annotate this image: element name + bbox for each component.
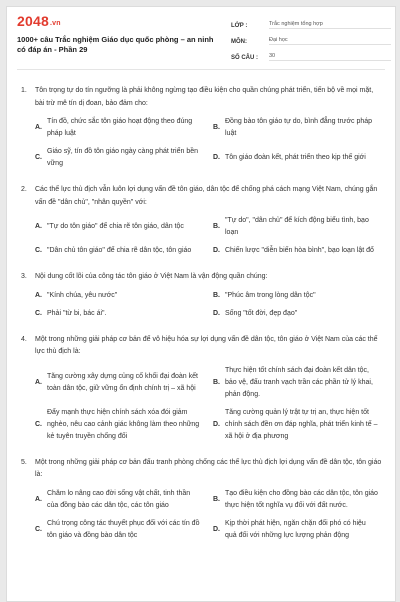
site-logo[interactable]: 2048.vn <box>17 13 61 29</box>
meta-row-class <box>231 15 391 29</box>
answer-options <box>21 215 383 257</box>
question-number: 3. <box>21 273 27 280</box>
question-number: 1. <box>21 87 27 94</box>
answer-option-b[interactable]: B. "Tự do", "dân chủ" để kích động biểu tình, bạo loạn <box>213 217 369 236</box>
answer-option-d[interactable]: D. Tôn giáo đoàn kết, phát triển theo kịp thế giới <box>213 154 366 161</box>
answer-option-c[interactable]: C. Đẩy mạnh thực hiện chính sách xóa đói giảm nghèo, nêu cao cảnh giác không làm theo những kẻ tuyên truyền chống đối <box>35 408 200 440</box>
question-3 <box>21 271 383 320</box>
page-title: 1000+ câu Trắc nghiệm Giáo dục quốc phòng – an ninh có đáp án - Phần 29 <box>17 35 214 54</box>
meta-row-count <box>231 47 391 61</box>
question-number: 5. <box>21 458 27 466</box>
meta-row-subject <box>231 31 391 45</box>
question-4 <box>21 334 383 443</box>
answer-option-c[interactable]: C. Giáo sỹ, tín đồ tôn giáo ngày càng phát triển bền vững <box>35 148 198 167</box>
question-1 <box>21 85 383 170</box>
answer-option-c[interactable]: C. Chú trọng công tác thuyết phục đối với các tín đồ tôn giáo và đồng bào dân tộc <box>35 519 200 539</box>
answer-option-a[interactable]: A. Chăm lo nâng cao đời sống vật chất, tinh thần của đồng bào các dân tộc, các tôn giáo <box>35 489 191 509</box>
answer-option-d[interactable]: D. Sống "tốt đời, đẹp đạo" <box>213 309 298 317</box>
question-5 <box>21 457 383 542</box>
meta-label: LỚP : <box>231 23 248 29</box>
answer-option-b[interactable]: B. Tạo điều kiện cho đồng bào các dân tộc, tôn giáo thực hiện tốt nghĩa vụ đối với đất nước. <box>213 489 378 509</box>
answer-options <box>21 365 383 443</box>
meta-value: 30 <box>269 53 391 61</box>
answer-option-c[interactable]: C. Phải "từ bi, bác ái". <box>35 309 107 317</box>
answer-option-a[interactable]: A. Tín đồ, chức sắc tôn giáo hoạt động theo đúng pháp luật <box>35 118 193 137</box>
answer-option-b[interactable]: B. Thực hiện tốt chính sách đại đoàn kết dân tộc, bảo vệ, đấu tranh vạch trần các phần tử lý khai, phản động. <box>213 366 373 398</box>
answer-options <box>21 116 383 170</box>
answer-option-c[interactable]: C. "Dân chủ tôn giáo" để chia rẽ dân tộc, tôn giáo <box>35 247 192 254</box>
question-text: Một trong những giải pháp cơ bản để vô hiệu hóa sự lợi dụng vấn đề dân tộc, tôn giáo ở Việt Nam của các thế lực thù địch là: <box>35 335 378 355</box>
question-list <box>21 85 383 556</box>
header-divider <box>17 69 385 70</box>
answer-option-a[interactable]: A. Tăng cường xây dựng củng cố khối đại đoàn kết toàn dân tộc, giữ vững ổn định chính trị – xã hội <box>35 372 198 392</box>
meta-value: Trắc nghiệm tổng hợp <box>269 21 391 29</box>
meta-label: MÔN: <box>231 39 247 45</box>
answer-option-b[interactable]: B. "Phúc âm trong lòng dân tộc" <box>213 291 316 299</box>
answer-option-b[interactable]: B. Đồng bào tôn giáo tự do, bình đẳng trước pháp luật <box>213 118 373 137</box>
meta-value: Đại học <box>269 37 391 45</box>
question-text: Nội dung cốt lõi của công tác tôn giáo ở Việt Nam là vận động quần chúng: <box>35 273 268 280</box>
answer-option-d[interactable]: D. Tăng cường quản lý trật tự trị an, thực hiện tốt chính sách đền ơn đáp nghĩa, phát triển kinh tế – xã hội ở địa phương <box>213 408 378 440</box>
question-text: Tôn trọng tự do tín ngưỡng là phải không ngừng tạo điều kiện cho quần chúng phát triển, tiến bộ về mọi mặt, bài trừ mê tín dị đoan, bảo đảm cho: <box>35 87 374 107</box>
answer-option-a[interactable]: A. "Kính chúa, yêu nước" <box>35 291 118 299</box>
answer-option-d[interactable]: D. Kịp thời phát hiện, ngăn chặn đối phó có hiệu quả đối với những lực lượng phản động <box>213 519 366 539</box>
question-number: 2. <box>21 186 27 193</box>
meta-panel <box>231 15 391 63</box>
meta-label: SỐ CÂU : <box>231 55 258 61</box>
worksheet-header <box>7 7 395 67</box>
answer-options <box>21 290 383 320</box>
question-number: 4. <box>21 335 27 343</box>
question-text: Một trong những giải pháp cơ bản đấu tranh phòng chống các thế lực thù địch lợi dụng vấn đề dân tộc, tôn giáo là: <box>35 458 382 478</box>
answer-options <box>21 488 383 542</box>
answer-option-d[interactable]: D. Chiến lược "diễn biến hòa bình", bạo loạn lật đổ <box>213 247 374 254</box>
answer-option-a[interactable]: A. "Tự do tôn giáo" để chia rẽ tôn giáo, dân tộc <box>35 223 184 230</box>
worksheet-page <box>6 6 396 602</box>
question-2 <box>21 184 383 257</box>
question-text: Các thế lực thù địch vẫn luôn lợi dụng vấn đề tôn giáo, dân tộc để chống phá cách mạng Việt Nam, chúng gắn vấn đề "dân chủ", "nhân quyền" với: <box>35 186 378 206</box>
